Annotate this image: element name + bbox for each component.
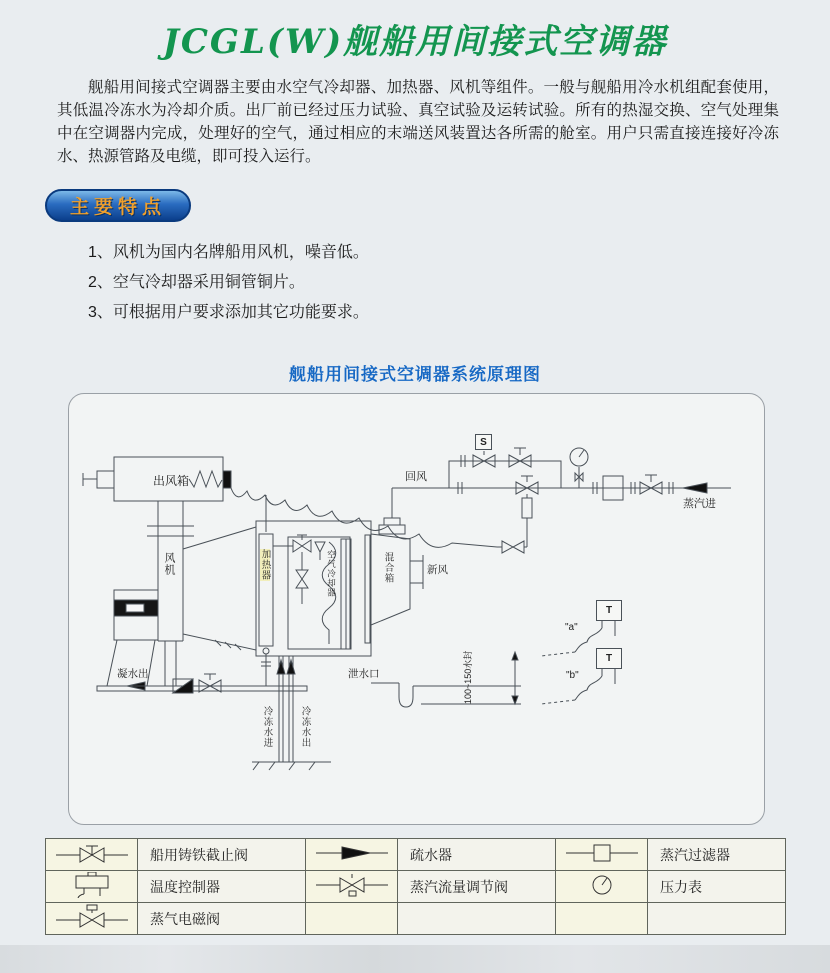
legend-label [648, 903, 786, 935]
pressure-gauge-icon [556, 871, 648, 903]
steam-flow-valve-icon [306, 871, 398, 903]
outlet-box-label: 出风箱 [152, 474, 189, 488]
legend-label [398, 903, 556, 935]
diagram-title: 舰船用间接式空调器系统原理图 [289, 365, 541, 384]
return-air-label: 回风 [405, 471, 427, 483]
point-a-label: "a" [565, 622, 578, 633]
legend-label: 压力表 [648, 871, 786, 903]
legend-row [46, 903, 786, 935]
heater-label: 加热器 [259, 549, 271, 581]
intro-paragraph: 舰船用间接式空调器主要由水空气冷却器、加热器、风机等组件。一般与舰船用冷水机组配套使用，其低温冷冻水为冷却介质。出厂前已经过压力试验、真空试验及运转试验。所有的热湿交换、空气处理集中在空调器内完成，处理好的空气，通过相应的末端送风装置达各所需的舱室。用户只需直接连接好冷冻水、热源管路及电缆，即可投入运行。 [57, 79, 779, 165]
condensate-out-label: 凝水出 [117, 668, 149, 680]
legend-row [46, 871, 786, 903]
air-cooler-label: 空气冷却器 [326, 550, 337, 598]
stop-valve-icon [46, 839, 138, 871]
temp-sensor-a-box: T [596, 600, 622, 621]
legend-label: 船用铸铁截止阀 [138, 839, 306, 871]
mixing-box-label: 混合箱 [382, 552, 394, 584]
solenoid-s-box: S [475, 434, 492, 450]
legend-label: 蒸气电磁阀 [138, 903, 306, 935]
flexible-hose [231, 488, 497, 547]
drain-port-label: 泄水口 [348, 668, 380, 680]
chilled-water-in-label: 冷冻水进 [261, 706, 273, 748]
steam-solenoid-valve-icon [46, 903, 138, 935]
chilled-water-out-label: 冷冻水出 [299, 706, 311, 748]
legend-label: 温度控制器 [138, 871, 306, 903]
steam-filter-icon [556, 839, 648, 871]
page-bottom-scan-edge [0, 945, 830, 973]
steam-trap-icon [306, 839, 398, 871]
schematic-panel [68, 393, 765, 825]
features-badge-label: 主要特点 [69, 197, 166, 218]
feature-item: 1、风机为国内名牌船用风机，噪音低。 [88, 244, 369, 261]
steam-in-label: 蒸汽进 [683, 498, 716, 510]
point-b-label: "b" [566, 670, 579, 681]
legend-row [46, 839, 786, 871]
temp-controller-icon [46, 871, 138, 903]
legend-empty-cell [556, 903, 648, 935]
legend-empty-cell [306, 903, 398, 935]
fan-label: 风机 [163, 552, 175, 576]
legend-table [45, 838, 786, 935]
schematic-drawing [69, 394, 766, 826]
feature-item: 2、空气冷却器采用铜管铜片。 [88, 274, 305, 291]
feature-item: 3、可根据用户要求添加其它功能要求。 [88, 304, 369, 321]
water-seal-label: 100~150水封 [463, 650, 473, 704]
temp-sensor-b-box: T [596, 648, 622, 669]
features-list [88, 238, 688, 328]
page-title: JCGL(W)舰船用间接式空调器 [162, 22, 668, 62]
fresh-air-label: 新风 [427, 564, 448, 576]
legend-label: 蒸汽过滤器 [648, 839, 786, 871]
legend-label: 疏水器 [398, 839, 556, 871]
features-badge [45, 189, 191, 222]
legend-label: 蒸汽流量调节阀 [398, 871, 556, 903]
steam-in-arrow [683, 483, 707, 493]
